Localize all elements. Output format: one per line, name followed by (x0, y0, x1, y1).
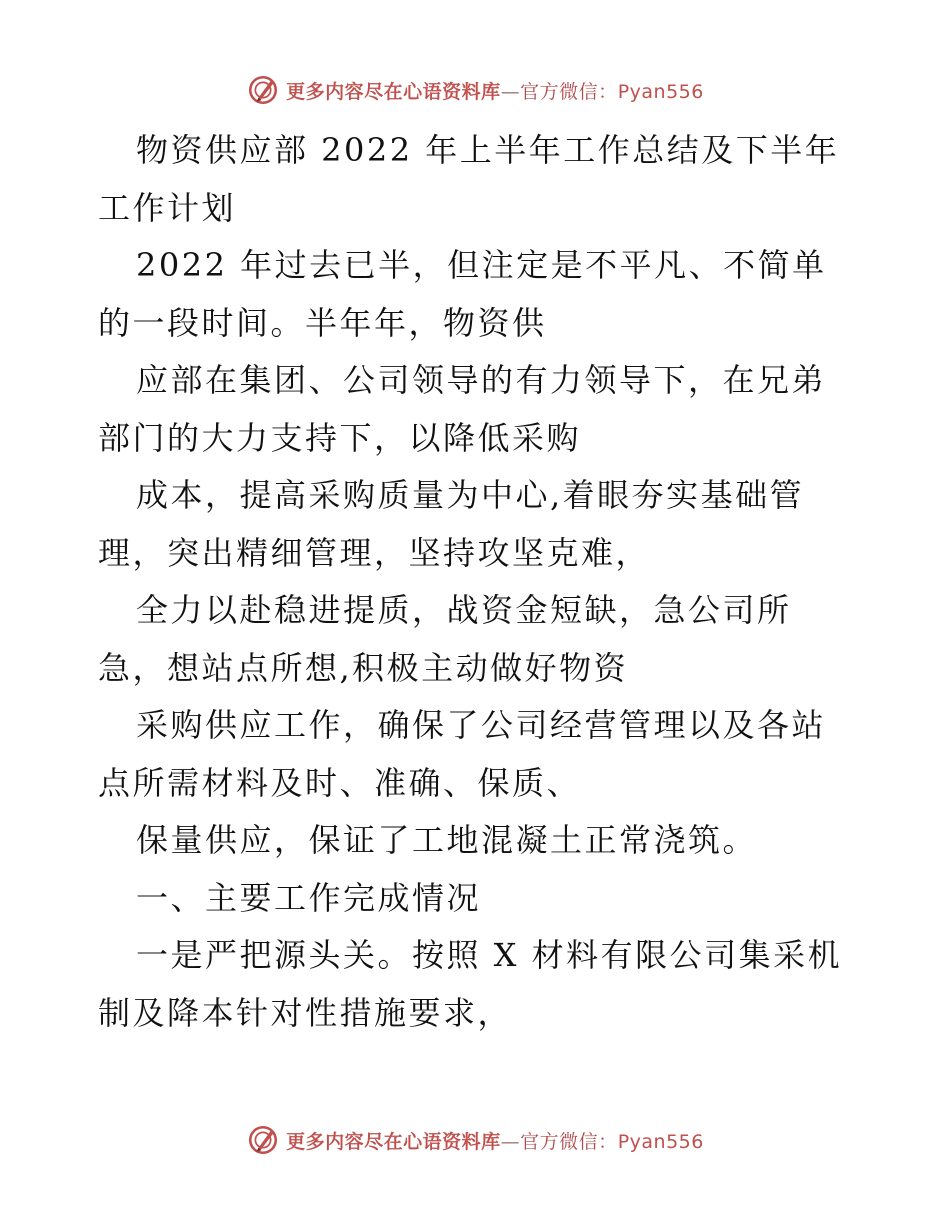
paragraph-7: 一是严把源头关。按照 X 材料有限公司集采机制及降本针对性措施要求， (98, 936, 843, 1032)
watermark-wechat-id: Pyan556 (617, 1130, 704, 1153)
watermark-wechat-label: 官方微信： (520, 1130, 618, 1153)
paragraph-5: 采购供应工作，确保了公司经营管理以及各站点所需材料及时、准确、保质、 (98, 706, 827, 802)
watermark-separator: — (500, 1130, 521, 1153)
paragraph-1: 2022 年过去已半，但注定是不平凡、不简单的一段时间。半年年，物资供 (98, 246, 827, 342)
watermark-brand: 更多内容尽在心语资料库 (286, 80, 501, 103)
watermark-wechat-label: 官方微信： (520, 80, 618, 103)
paragraph-3: 成本，提高采购质量为中心,着眼夯实基础管理，突出精细管理，坚持攻坚克难， (98, 476, 805, 572)
watermark-text (286, 1127, 704, 1154)
footer-watermark (0, 1120, 950, 1160)
document-title: 物资供应部 2022 年上半年工作总结及下半年工作计划 (98, 131, 840, 227)
watermark-brand: 更多内容尽在心语资料库 (286, 1130, 501, 1153)
paragraph-2: 应部在集团、公司领导的有力领导下，在兄弟部门的大力支持下，以降低采购 (98, 361, 827, 457)
document-body (98, 122, 858, 1042)
watermark-wechat-id: Pyan556 (617, 80, 704, 103)
paragraph-6: 保量供应，保证了工地混凝土正常浇筑。 (136, 821, 758, 859)
watermark-text (286, 77, 704, 104)
paragraph-4: 全力以赴稳进提质，战资金短缺，急公司所急，想站点所想,积极主动做好物资 (98, 591, 792, 687)
quill-pen-logo-icon (246, 1123, 280, 1157)
watermark-separator: — (500, 80, 521, 103)
section-heading: 一、主要工作完成情况 (136, 878, 482, 917)
header-watermark (0, 70, 950, 110)
quill-pen-logo-icon (246, 73, 280, 107)
